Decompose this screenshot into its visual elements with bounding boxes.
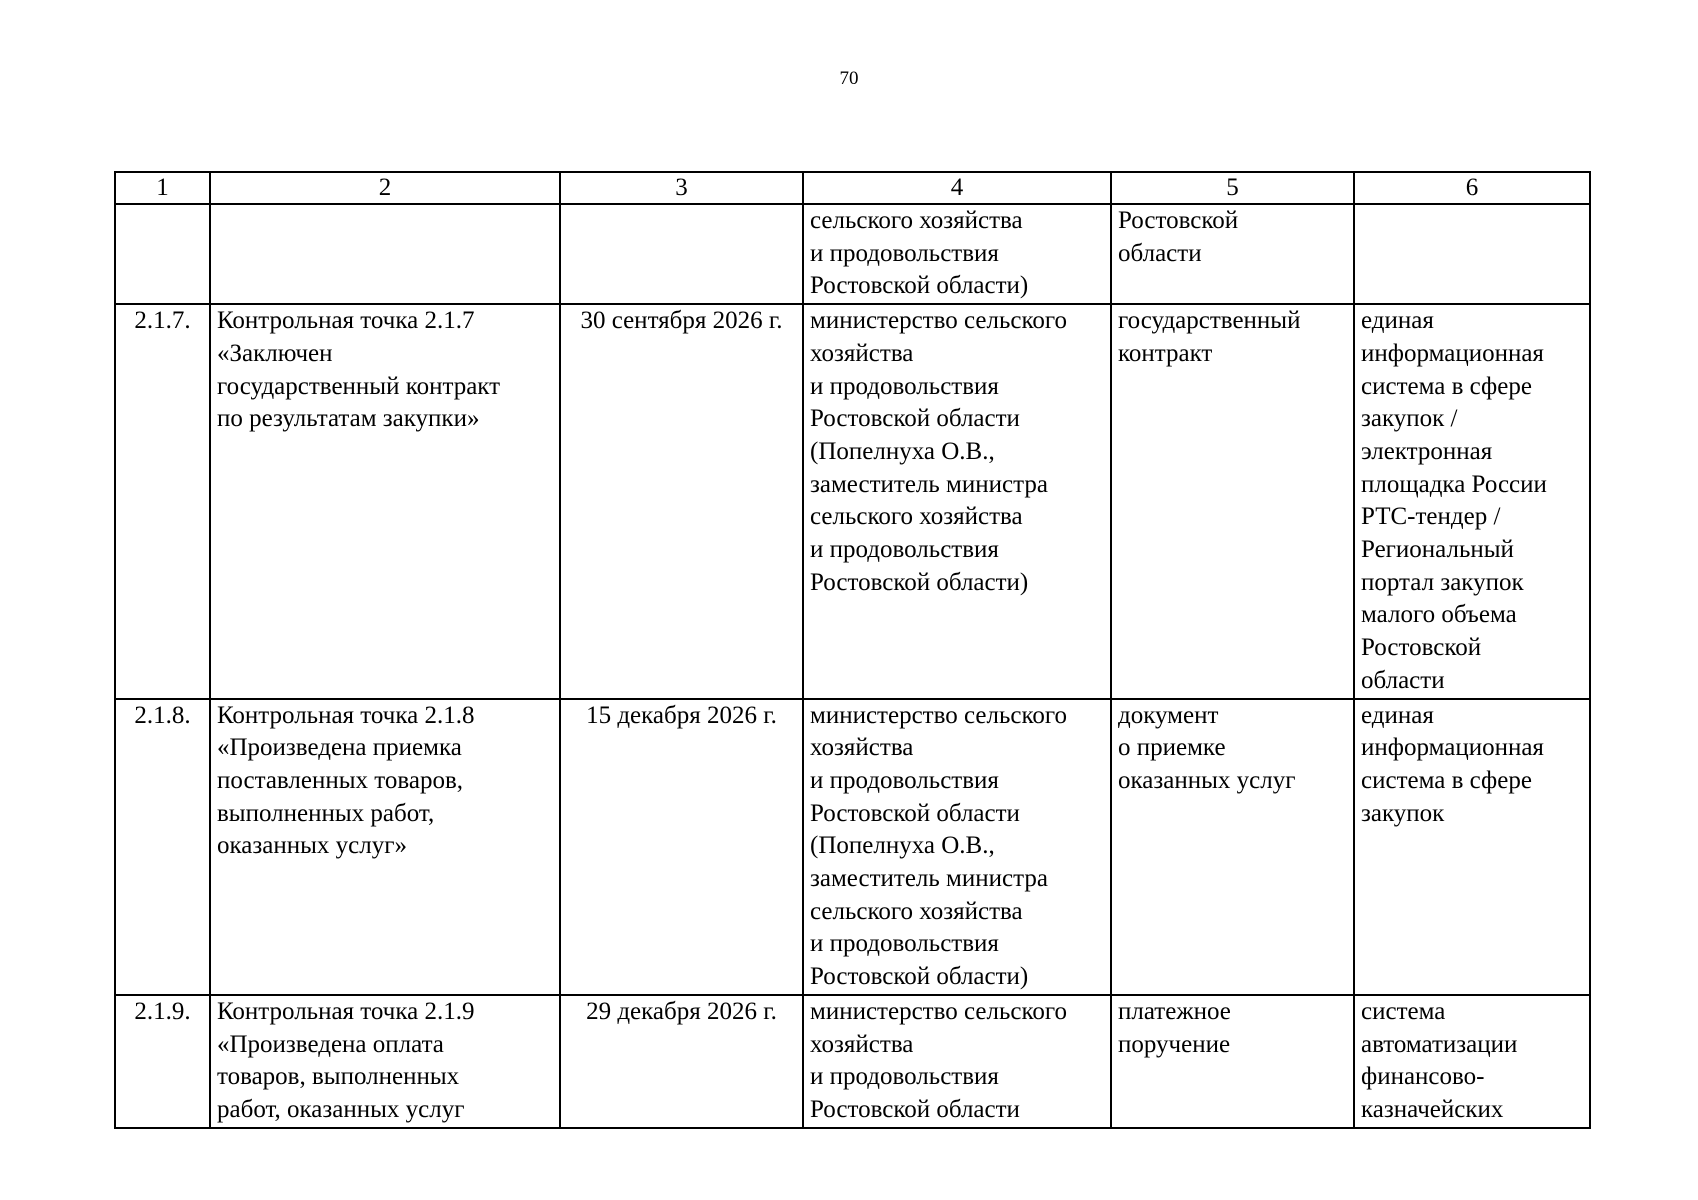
table-header-row (115, 172, 1590, 204)
row-number-cell (115, 204, 210, 304)
control-point-title-cell: Контрольная точка 2.1.8 «Произведена приемка поставленных товаров, выполненных работ, оказанных услуг» (210, 699, 560, 995)
column-header: 1 (115, 172, 210, 204)
responsible-cell: министерство сельского хозяйства и продовольствия Ростовской области (803, 995, 1111, 1128)
page-number: 70 (839, 68, 859, 89)
control-point-title-cell: Контрольная точка 2.1.9 «Произведена оплата товаров, выполненных работ, оказанных услуг (210, 995, 560, 1128)
row-number-cell: 2.1.9. (115, 995, 210, 1128)
control-point-title-cell: Контрольная точка 2.1.7 «Заключен государственный контракт по результатам закупки» (210, 304, 560, 698)
document-type-cell: Ростовской области (1111, 204, 1354, 304)
row-number-cell: 2.1.8. (115, 699, 210, 995)
table-row (115, 995, 1590, 1128)
document-type-cell: документ о приемке оказанных услуг (1111, 699, 1354, 995)
responsible-cell: министерство сельского хозяйства и продовольствия Ростовской области (Попелнуха О.В., заместитель министра сельского хозяйства и продовольствия Ростовской области) (803, 699, 1111, 995)
table-row (115, 304, 1590, 698)
information-system-cell: единая информационная система в сфере закупок / электронная площадка России РТС-тендер / Региональный портал закупок малого объема Ростовской области (1354, 304, 1590, 698)
information-system-cell: система автоматизации финансово- казначейских (1354, 995, 1590, 1128)
information-system-cell (1354, 204, 1590, 304)
table-row (115, 204, 1590, 304)
deadline-cell: 15 декабря 2026 г. (560, 699, 803, 995)
responsible-cell: министерство сельского хозяйства и продовольствия Ростовской области (Попелнуха О.В., заместитель министра сельского хозяйства и продовольствия Ростовской области) (803, 304, 1111, 698)
control-points-table (114, 171, 1591, 1129)
column-header: 5 (1111, 172, 1354, 204)
control-point-title-cell (210, 204, 560, 304)
responsible-cell: сельского хозяйства и продовольствия Ростовской области) (803, 204, 1111, 304)
column-header: 6 (1354, 172, 1590, 204)
table-row (115, 699, 1590, 995)
document-type-cell: государственный контракт (1111, 304, 1354, 698)
deadline-cell (560, 204, 803, 304)
deadline-cell: 30 сентября 2026 г. (560, 304, 803, 698)
information-system-cell: единая информационная система в сфере закупок (1354, 699, 1590, 995)
document-type-cell: платежное поручение (1111, 995, 1354, 1128)
column-header: 3 (560, 172, 803, 204)
column-header: 4 (803, 172, 1111, 204)
column-header: 2 (210, 172, 560, 204)
row-number-cell: 2.1.7. (115, 304, 210, 698)
deadline-cell: 29 декабря 2026 г. (560, 995, 803, 1128)
